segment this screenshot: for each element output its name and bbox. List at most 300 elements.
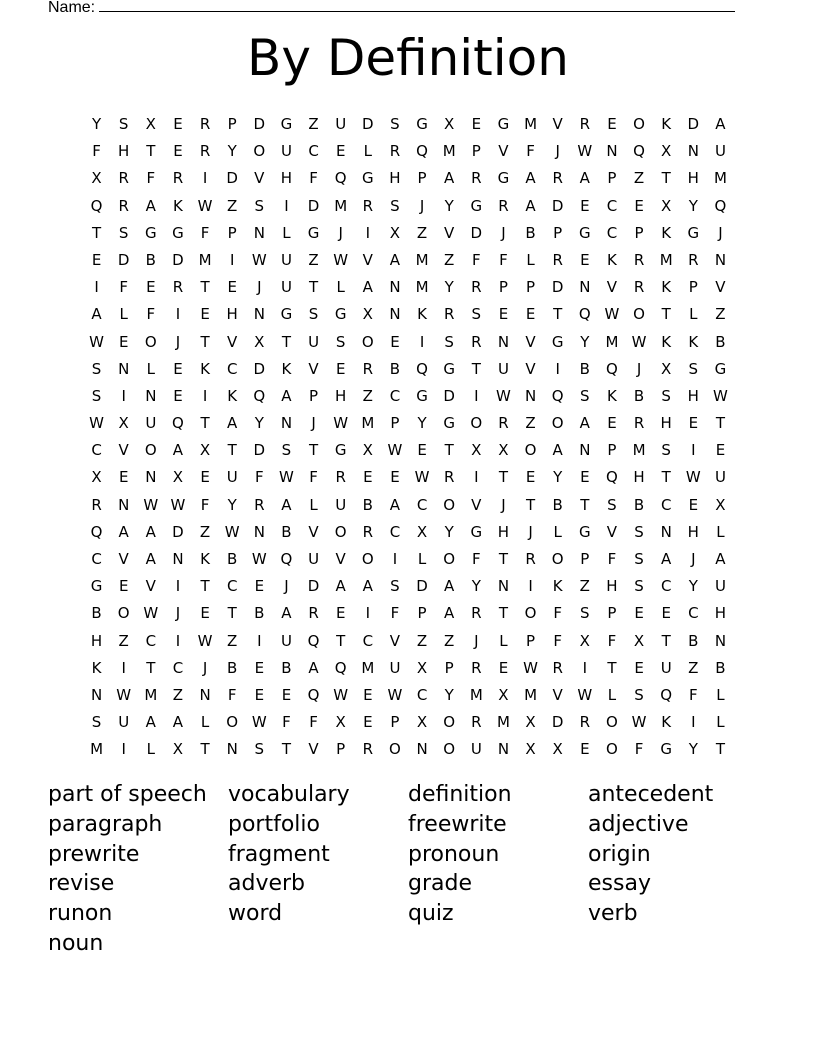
grid-cell[interactable]: Y xyxy=(688,740,698,759)
grid-cell[interactable]: N xyxy=(389,278,401,297)
grid-cell[interactable]: S xyxy=(91,713,102,732)
grid-cell[interactable]: X xyxy=(579,631,590,650)
grid-cell[interactable]: Y xyxy=(254,414,264,433)
grid-cell[interactable]: O xyxy=(606,740,618,759)
grid-cell[interactable]: V xyxy=(308,522,319,541)
grid-cell[interactable]: M xyxy=(144,685,158,704)
grid-cell[interactable]: V xyxy=(606,278,618,297)
grid-cell[interactable]: K xyxy=(417,305,427,324)
grid-cell[interactable]: L xyxy=(716,685,725,704)
grid-cell[interactable]: Z xyxy=(444,250,455,269)
grid-cell[interactable]: X xyxy=(199,441,211,460)
grid-cell[interactable]: T xyxy=(227,441,237,460)
grid-cell[interactable]: L xyxy=(336,278,345,297)
grid-cell[interactable]: M xyxy=(605,332,619,351)
grid-cell[interactable]: K xyxy=(661,223,672,242)
grid-cell[interactable]: H xyxy=(606,577,618,596)
grid-cell[interactable]: N xyxy=(199,685,211,704)
grid-cell[interactable]: N xyxy=(118,359,130,378)
grid-cell[interactable]: V xyxy=(308,359,319,378)
grid-cell[interactable]: F xyxy=(200,495,210,514)
grid-cell[interactable]: W xyxy=(523,658,538,677)
grid-cell[interactable]: L xyxy=(607,685,617,704)
grid-cell[interactable]: E xyxy=(281,685,292,704)
grid-cell[interactable]: E xyxy=(335,359,346,378)
grid-cell[interactable]: E xyxy=(118,332,129,351)
grid-cell[interactable]: R xyxy=(254,495,265,514)
grid-cell[interactable]: N xyxy=(660,522,672,541)
grid-cell[interactable]: B xyxy=(281,522,292,541)
grid-cell[interactable]: W xyxy=(333,250,349,269)
grid-cell[interactable]: A xyxy=(579,169,590,188)
grid-cell[interactable]: W xyxy=(577,142,593,161)
grid-cell[interactable]: P xyxy=(498,278,508,297)
grid-cell[interactable]: D xyxy=(253,115,266,133)
grid-cell[interactable]: D xyxy=(307,196,320,215)
grid-cell[interactable]: Z xyxy=(118,631,129,650)
grid-cell[interactable]: Z xyxy=(227,196,238,215)
grid-cell[interactable]: P xyxy=(688,278,698,297)
grid-cell[interactable]: N xyxy=(497,740,510,759)
grid-cell[interactable]: S xyxy=(308,305,319,324)
grid-cell[interactable]: R xyxy=(118,196,129,215)
grid-cell[interactable]: M xyxy=(496,713,510,732)
grid-cell[interactable]: E xyxy=(227,278,237,297)
grid-cell[interactable]: X xyxy=(416,713,428,732)
grid-cell[interactable]: E xyxy=(471,115,482,133)
grid-cell[interactable]: T xyxy=(308,441,319,460)
grid-cell[interactable]: C xyxy=(362,631,374,650)
grid-cell[interactable]: Z xyxy=(579,577,590,596)
grid-cell[interactable]: E xyxy=(661,604,671,623)
grid-cell[interactable]: W xyxy=(496,386,511,405)
grid-cell[interactable]: V xyxy=(308,740,319,759)
grid-cell[interactable]: O xyxy=(633,115,645,133)
grid-cell[interactable]: W xyxy=(251,713,267,732)
grid-cell[interactable]: Z xyxy=(416,223,428,242)
grid-cell[interactable]: D xyxy=(551,278,564,297)
grid-cell[interactable]: Y xyxy=(227,495,237,514)
grid-cell[interactable]: R xyxy=(389,142,401,161)
grid-cell[interactable]: F xyxy=(254,468,264,487)
grid-cell[interactable]: C xyxy=(91,550,102,568)
grid-cell[interactable]: S xyxy=(91,386,102,405)
grid-cell[interactable]: A xyxy=(362,577,373,596)
grid-cell[interactable]: F xyxy=(634,740,644,759)
grid-cell[interactable]: O xyxy=(334,522,347,541)
grid-cell[interactable]: T xyxy=(91,223,102,242)
grid-cell[interactable]: W xyxy=(143,604,159,623)
grid-cell[interactable]: D xyxy=(307,577,320,596)
grid-cell[interactable]: J xyxy=(501,223,506,242)
grid-cell[interactable]: E xyxy=(200,468,210,487)
grid-cell[interactable]: Y xyxy=(91,115,102,133)
grid-cell[interactable]: J xyxy=(257,278,262,297)
grid-cell[interactable]: Q xyxy=(578,305,591,324)
grid-cell[interactable]: J xyxy=(501,495,506,514)
grid-cell[interactable]: E xyxy=(580,250,590,269)
grid-cell[interactable]: V xyxy=(335,550,346,568)
grid-cell[interactable]: X xyxy=(416,522,428,541)
grid-cell[interactable]: A xyxy=(335,577,346,596)
grid-cell[interactable]: C xyxy=(606,223,618,242)
grid-cell[interactable]: G xyxy=(172,223,184,242)
grid-cell[interactable]: W xyxy=(224,522,240,541)
grid-cell[interactable]: B xyxy=(715,332,726,351)
grid-cell[interactable]: G xyxy=(660,740,672,759)
grid-cell[interactable]: A xyxy=(389,250,401,269)
grid-cell[interactable]: N xyxy=(714,250,727,269)
grid-cell[interactable]: F xyxy=(499,250,508,269)
grid-cell[interactable]: M xyxy=(415,250,429,269)
grid-cell[interactable]: Z xyxy=(172,685,184,704)
grid-cell[interactable]: R xyxy=(362,740,374,759)
grid-cell[interactable]: T xyxy=(661,631,671,650)
grid-cell[interactable]: E xyxy=(254,577,265,596)
grid-cell[interactable]: J xyxy=(338,223,343,242)
grid-cell[interactable]: D xyxy=(117,250,130,269)
grid-cell[interactable]: P xyxy=(553,223,563,242)
grid-cell[interactable]: W xyxy=(387,441,403,460)
grid-cell[interactable]: C xyxy=(606,196,618,215)
grid-cell[interactable]: N xyxy=(253,305,265,324)
grid-cell[interactable]: R xyxy=(471,278,482,297)
grid-cell[interactable]: B xyxy=(633,495,645,514)
grid-cell[interactable]: L xyxy=(526,250,535,269)
grid-cell[interactable]: P xyxy=(444,658,454,677)
grid-cell[interactable]: G xyxy=(470,522,483,541)
grid-cell[interactable]: R xyxy=(471,713,482,732)
grid-cell[interactable]: U xyxy=(497,359,509,378)
grid-cell[interactable]: W xyxy=(251,250,267,269)
grid-cell[interactable]: S xyxy=(444,332,454,351)
grid-cell[interactable]: L xyxy=(716,522,725,541)
grid-cell[interactable]: Y xyxy=(553,468,563,487)
grid-cell[interactable]: P xyxy=(227,115,237,133)
grid-cell[interactable]: Y xyxy=(444,522,454,541)
grid-cell[interactable]: A xyxy=(145,550,156,568)
grid-cell[interactable]: S xyxy=(661,441,671,460)
grid-cell[interactable]: O xyxy=(551,414,564,433)
grid-cell[interactable]: B xyxy=(227,550,238,568)
grid-cell[interactable]: P xyxy=(336,740,346,759)
name-field[interactable] xyxy=(48,0,735,17)
grid-cell[interactable]: K xyxy=(552,577,563,596)
grid-cell[interactable]: U xyxy=(308,332,320,351)
grid-cell[interactable]: A xyxy=(172,441,184,460)
grid-cell[interactable]: K xyxy=(91,658,102,677)
grid-cell[interactable]: B xyxy=(362,495,373,514)
grid-cell[interactable]: N xyxy=(118,495,130,514)
grid-cell[interactable]: F xyxy=(390,604,400,623)
grid-cell[interactable]: E xyxy=(498,305,509,324)
grid-cell[interactable]: J xyxy=(474,631,479,650)
grid-cell[interactable]: C xyxy=(660,495,672,514)
grid-cell[interactable]: P xyxy=(417,604,427,623)
grid-cell[interactable]: X xyxy=(525,740,536,759)
grid-cell[interactable]: S xyxy=(634,550,644,568)
grid-cell[interactable]: A xyxy=(145,522,156,541)
grid-cell[interactable]: T xyxy=(607,658,617,677)
grid-cell[interactable]: O xyxy=(361,550,374,568)
grid-cell[interactable]: G xyxy=(470,196,483,215)
grid-cell[interactable]: B xyxy=(389,359,401,378)
grid-cell[interactable]: U xyxy=(660,658,672,677)
grid-cell[interactable]: T xyxy=(281,332,292,351)
grid-cell[interactable]: Q xyxy=(551,386,564,405)
grid-cell[interactable]: T xyxy=(227,604,237,623)
grid-cell[interactable]: R xyxy=(552,169,563,188)
grid-cell[interactable]: G xyxy=(714,359,727,378)
grid-cell[interactable]: P xyxy=(390,713,400,732)
grid-cell[interactable]: Q xyxy=(606,359,618,378)
grid-cell[interactable]: G xyxy=(579,223,591,242)
grid-cell[interactable]: P xyxy=(227,223,237,242)
grid-cell[interactable]: A xyxy=(145,196,156,215)
grid-cell[interactable]: T xyxy=(498,550,509,568)
grid-cell[interactable]: X xyxy=(172,468,184,487)
grid-cell[interactable]: H xyxy=(687,169,699,188)
grid-cell[interactable]: C xyxy=(416,495,428,514)
grid-cell[interactable]: G xyxy=(497,169,510,188)
grid-cell[interactable]: O xyxy=(443,713,456,732)
grid-cell[interactable]: N xyxy=(416,740,428,759)
grid-cell[interactable]: R xyxy=(91,495,102,514)
grid-cell[interactable]: P xyxy=(580,550,590,568)
grid-cell[interactable]: R xyxy=(362,522,374,541)
grid-cell[interactable]: E xyxy=(91,250,102,269)
grid-cell[interactable]: N xyxy=(253,522,265,541)
grid-cell[interactable]: E xyxy=(634,604,644,623)
grid-cell[interactable]: M xyxy=(524,115,538,133)
grid-cell[interactable]: F xyxy=(688,685,698,704)
grid-cell[interactable]: C xyxy=(688,604,699,623)
grid-cell[interactable]: F xyxy=(282,713,291,732)
grid-cell[interactable]: K xyxy=(661,332,672,351)
grid-cell[interactable]: T xyxy=(553,305,563,324)
grid-cell[interactable]: S xyxy=(580,604,590,623)
grid-cell[interactable]: H xyxy=(660,414,672,433)
grid-cell[interactable]: P xyxy=(390,414,400,433)
grid-cell[interactable]: E xyxy=(335,604,346,623)
grid-cell[interactable]: X xyxy=(172,740,184,759)
grid-cell[interactable]: Y xyxy=(471,577,481,596)
grid-cell[interactable]: A xyxy=(444,604,455,623)
grid-cell[interactable]: Q xyxy=(633,142,645,161)
grid-cell[interactable]: G xyxy=(307,223,320,242)
grid-cell[interactable]: U xyxy=(470,740,482,759)
grid-cell[interactable]: W xyxy=(387,685,403,704)
grid-cell[interactable]: G xyxy=(334,441,347,460)
grid-cell[interactable]: T xyxy=(281,740,292,759)
grid-cell[interactable]: D xyxy=(687,115,700,133)
grid-cell[interactable]: V xyxy=(525,359,536,378)
grid-cell[interactable]: G xyxy=(551,332,564,351)
grid-cell[interactable]: X xyxy=(498,441,509,460)
grid-cell[interactable]: F xyxy=(119,278,128,297)
grid-cell[interactable]: E xyxy=(200,604,210,623)
grid-cell[interactable]: I xyxy=(257,631,262,650)
grid-cell[interactable]: R xyxy=(552,658,563,677)
grid-cell[interactable]: W xyxy=(170,495,186,514)
grid-cell[interactable]: A xyxy=(525,196,536,215)
grid-cell[interactable]: T xyxy=(146,142,156,161)
grid-cell[interactable]: S xyxy=(661,386,671,405)
grid-cell[interactable]: A xyxy=(579,414,590,433)
grid-cell[interactable]: W xyxy=(631,713,647,732)
grid-cell[interactable]: F xyxy=(309,713,318,732)
grid-cell[interactable]: C xyxy=(416,685,428,704)
grid-cell[interactable]: M xyxy=(361,658,375,677)
grid-cell[interactable]: O xyxy=(253,142,266,161)
grid-cell[interactable]: V xyxy=(525,332,536,351)
grid-cell[interactable]: P xyxy=(607,604,617,623)
grid-cell[interactable]: K xyxy=(173,196,183,215)
grid-cell[interactable]: B xyxy=(579,359,590,378)
grid-cell[interactable]: G xyxy=(334,305,347,324)
grid-cell[interactable]: R xyxy=(633,250,645,269)
grid-cell[interactable]: D xyxy=(551,196,564,215)
grid-cell[interactable]: B xyxy=(633,386,645,405)
grid-cell[interactable]: O xyxy=(606,713,618,732)
grid-cell[interactable]: K xyxy=(607,250,617,269)
grid-cell[interactable]: V xyxy=(498,142,509,161)
grid-cell[interactable]: Q xyxy=(416,142,428,161)
name-line[interactable] xyxy=(99,0,735,12)
word-search-grid[interactable] xyxy=(83,111,734,764)
grid-cell[interactable]: N xyxy=(172,550,184,568)
grid-cell[interactable]: E xyxy=(688,495,699,514)
grid-cell[interactable]: X xyxy=(498,685,509,704)
grid-cell[interactable]: F xyxy=(607,550,617,568)
grid-cell[interactable]: R xyxy=(552,250,563,269)
grid-cell[interactable]: R xyxy=(308,604,319,623)
grid-cell[interactable]: A xyxy=(281,495,292,514)
grid-cell[interactable]: R xyxy=(471,658,482,677)
grid-cell[interactable]: X xyxy=(362,305,373,324)
grid-cell[interactable]: E xyxy=(634,658,644,677)
grid-cell[interactable]: S xyxy=(634,685,644,704)
grid-cell[interactable]: T xyxy=(200,332,210,351)
grid-cell[interactable]: L xyxy=(309,495,318,514)
grid-cell[interactable]: H xyxy=(687,522,699,541)
grid-cell[interactable]: A xyxy=(227,414,238,433)
grid-cell[interactable]: R xyxy=(118,169,129,188)
grid-cell[interactable]: B xyxy=(688,631,699,650)
grid-cell[interactable]: P xyxy=(607,169,617,188)
grid-cell[interactable]: P xyxy=(634,223,644,242)
grid-cell[interactable]: I xyxy=(94,278,99,297)
grid-cell[interactable]: F xyxy=(526,142,535,161)
grid-cell[interactable]: A xyxy=(91,305,102,324)
grid-cell[interactable]: R xyxy=(498,414,509,433)
grid-cell[interactable]: Z xyxy=(444,631,455,650)
grid-cell[interactable]: A xyxy=(308,658,319,677)
grid-cell[interactable]: C xyxy=(389,386,401,405)
grid-cell[interactable]: R xyxy=(443,468,455,487)
grid-cell[interactable]: Y xyxy=(444,685,454,704)
grid-cell[interactable]: N xyxy=(389,305,401,324)
grid-cell[interactable]: I xyxy=(528,577,533,596)
grid-cell[interactable]: Q xyxy=(606,468,618,487)
grid-cell[interactable]: J xyxy=(311,414,316,433)
grid-cell[interactable]: E xyxy=(580,468,590,487)
grid-cell[interactable]: I xyxy=(202,386,208,405)
grid-cell[interactable]: I xyxy=(555,359,560,378)
grid-cell[interactable]: U xyxy=(118,713,130,732)
grid-cell[interactable]: O xyxy=(144,332,157,351)
grid-cell[interactable]: L xyxy=(282,223,291,242)
grid-cell[interactable]: T xyxy=(715,740,726,759)
grid-cell[interactable]: L xyxy=(716,713,725,732)
grid-cell[interactable]: R xyxy=(172,169,184,188)
grid-cell[interactable]: R xyxy=(498,196,509,215)
grid-cell[interactable]: V xyxy=(118,441,129,460)
grid-cell[interactable]: M xyxy=(469,685,483,704)
grid-cell[interactable]: J xyxy=(175,604,181,623)
grid-cell[interactable]: I xyxy=(121,740,126,759)
grid-cell[interactable]: Y xyxy=(688,196,698,215)
grid-cell[interactable]: D xyxy=(172,250,184,269)
grid-cell[interactable]: C xyxy=(389,522,401,541)
grid-cell[interactable]: D xyxy=(416,577,428,596)
grid-cell[interactable]: W xyxy=(89,332,104,351)
grid-cell[interactable]: H xyxy=(335,386,347,405)
grid-cell[interactable]: S xyxy=(471,305,482,324)
grid-cell[interactable]: R xyxy=(362,196,374,215)
grid-cell[interactable]: W xyxy=(604,305,620,324)
grid-cell[interactable]: Q xyxy=(660,685,673,704)
grid-cell[interactable]: E xyxy=(363,685,373,704)
grid-cell[interactable]: X xyxy=(471,441,482,460)
grid-cell[interactable]: R xyxy=(443,305,455,324)
grid-cell[interactable]: U xyxy=(280,142,292,161)
grid-cell[interactable]: S xyxy=(390,115,400,133)
grid-cell[interactable]: X xyxy=(416,658,428,677)
grid-cell[interactable]: O xyxy=(443,550,456,568)
grid-cell[interactable]: G xyxy=(280,115,293,133)
grid-cell[interactable]: C xyxy=(91,441,102,460)
grid-cell[interactable]: R xyxy=(633,278,645,297)
grid-cell[interactable]: V xyxy=(118,550,129,568)
grid-cell[interactable]: J xyxy=(636,359,642,378)
grid-cell[interactable]: H xyxy=(226,305,238,324)
grid-cell[interactable]: S xyxy=(91,359,102,378)
grid-cell[interactable]: A xyxy=(281,604,292,623)
grid-cell[interactable]: R xyxy=(579,115,591,133)
grid-cell[interactable]: T xyxy=(336,631,346,650)
grid-cell[interactable]: R xyxy=(335,468,346,487)
grid-cell[interactable]: J xyxy=(419,196,425,215)
grid-cell[interactable]: O xyxy=(443,740,456,759)
grid-cell[interactable]: F xyxy=(227,685,237,704)
grid-cell[interactable]: I xyxy=(175,631,181,650)
grid-cell[interactable]: I xyxy=(229,250,235,269)
grid-cell[interactable]: Q xyxy=(334,658,347,677)
grid-cell[interactable]: W xyxy=(333,685,349,704)
grid-cell[interactable]: N xyxy=(579,441,591,460)
grid-cell[interactable]: G xyxy=(362,169,374,188)
grid-cell[interactable]: B xyxy=(552,495,563,514)
grid-cell[interactable]: E xyxy=(200,305,210,324)
grid-cell[interactable]: E xyxy=(363,468,373,487)
grid-cell[interactable]: T xyxy=(200,414,210,433)
grid-cell[interactable]: W xyxy=(333,414,349,433)
grid-cell[interactable]: L xyxy=(119,305,128,324)
grid-cell[interactable]: N xyxy=(280,414,293,433)
grid-cell[interactable]: T xyxy=(471,359,481,378)
grid-cell[interactable]: O xyxy=(389,740,401,759)
